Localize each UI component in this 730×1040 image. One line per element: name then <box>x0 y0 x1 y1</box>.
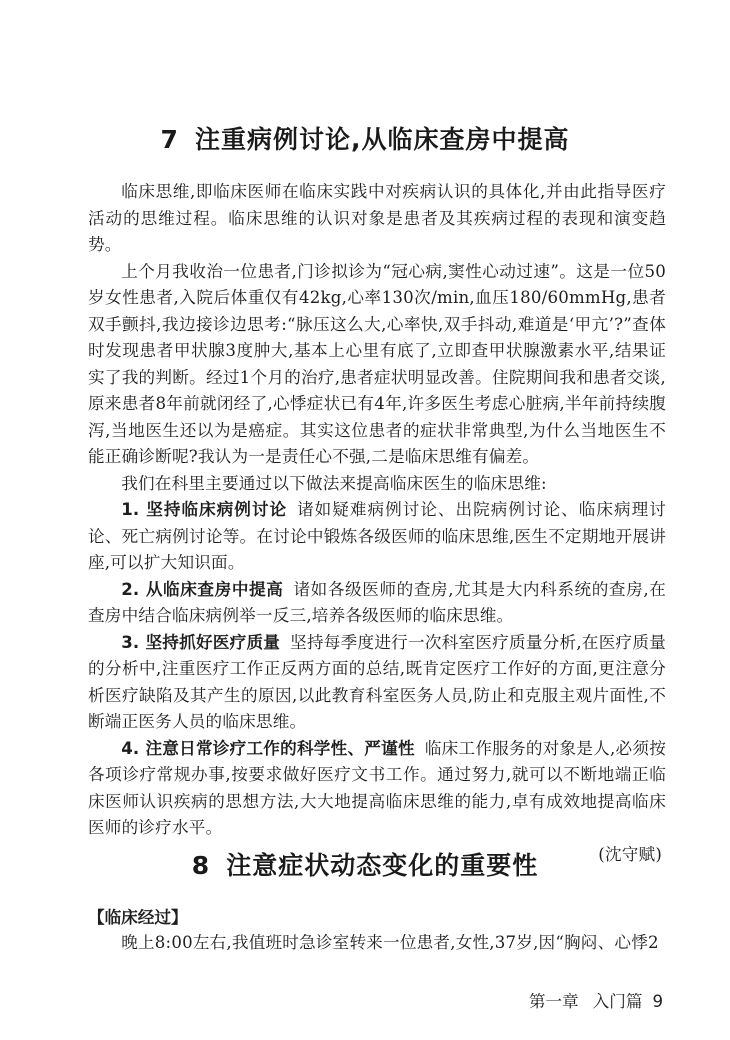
method-item-text: 诸如疑难病例讨论、出院病例讨论、临床病理讨论、死亡病例讨论等。在讨论中锻炼各级医师的临床思维,医生不定期地开展讲座,可以扩大知识面。 <box>88 500 666 572</box>
page-number: 9 <box>652 992 663 1011</box>
method-item-text: 诸如各级医师的查房,尤其是大内科系统的查房,在查房中结合临床病例举一反三,培养各级医师的临床思维。 <box>88 579 667 625</box>
paragraph-case: 上个月我收治一位患者,门诊拟诊为“冠心病,窦性心动过速”。这是一位50岁女性患者,入院后体重仅有42kg,心率130次/min,血压180/60mmHg,患者双手颤抖,我边接诊边思考:“脉压这么大,心率快,双手抖动,难道是‘甲亢’?”查体时发现患者甲状腺3度肿大,基本上心里有底了,立即查甲状腺激素水平,结果证实了我的判断。经过1个月的治疗,患者症状明显改善。住院期间我和患者交谈,原来患者8年前就闭经了,心悸症状已有4年,许多医生考虑心脏病,半年前持续腹泻,当地医生还以为是癌症。其实这位患者的症状非常典型,为什么当地医生不能正确诊断呢?我认为一是责任心不强,二是临床思维有偏差。 <box>88 261 666 466</box>
author-signature: (沈守赋) <box>598 844 662 864</box>
clinical-course-label: 【临床经过】 <box>88 908 188 927</box>
method-item-text: 坚持每季度进行一次科室医疗质量分析,在医疗质量的分析中,注重医疗工作正反两方面的总结,既肯定医疗工作好的方面,更注意分析医疗缺陷及其产生的原因,以此教育科室医务人员,防止和克服主观片面性,不断端正医务人员的临床思维。 <box>88 632 666 731</box>
section-8-title: 注意症状动态变化的重要性 <box>226 851 539 880</box>
section-8-first-line: 晚上8:00左右,我值班时急诊室转来一位患者,女性,37岁,因“胸闷、心悸2 <box>121 933 659 952</box>
paragraph-definition: 临床思维,即临床医师在临床实践中对疾病认识的具体化,并由此指导医疗活动的思维过程。临床思维的认识对象是患者及其疾病过程的表现和演变趋势。 <box>88 182 666 254</box>
method-item <box>88 497 666 577</box>
section-8-heading <box>0 846 730 882</box>
method-item <box>88 577 666 630</box>
section-7-title: 注重病例讨论,从临床查房中提高 <box>194 125 570 154</box>
method-item-text: 临床工作服务的对象是人,必须按各项诊疗常规办事,按要求做好医疗文书工作。通过努力,就可以不断地端正临床医师认识疾病的思想方法,大大地提高临床思维的能力,卓有成效地提高临床医师的诊疗水平。 <box>88 738 666 837</box>
section-7-heading <box>0 120 730 156</box>
section-7-number: 7 <box>160 125 179 154</box>
method-item <box>88 630 666 736</box>
section-8-body <box>88 930 666 957</box>
page-footer <box>529 988 663 1012</box>
footer-part: 入门篇 <box>592 992 643 1011</box>
method-item-label: 1. 坚持临床病例讨论 <box>121 500 288 519</box>
method-item-label: 2. 从临床查房中提高 <box>121 579 284 599</box>
section-8-number: 8 <box>191 851 211 880</box>
method-item-label: 4. 注意日常诊疗工作的科学性、严谨性 <box>121 738 415 758</box>
section-7-body <box>88 179 666 868</box>
method-item <box>88 736 666 842</box>
footer-chapter: 第一章 <box>528 992 579 1011</box>
paragraph-methods-intro: 我们在科里主要通过以下做法来提高临床医生的临床思维: <box>121 473 547 493</box>
method-item-label: 3. 坚持抓好医疗质量 <box>121 632 281 652</box>
